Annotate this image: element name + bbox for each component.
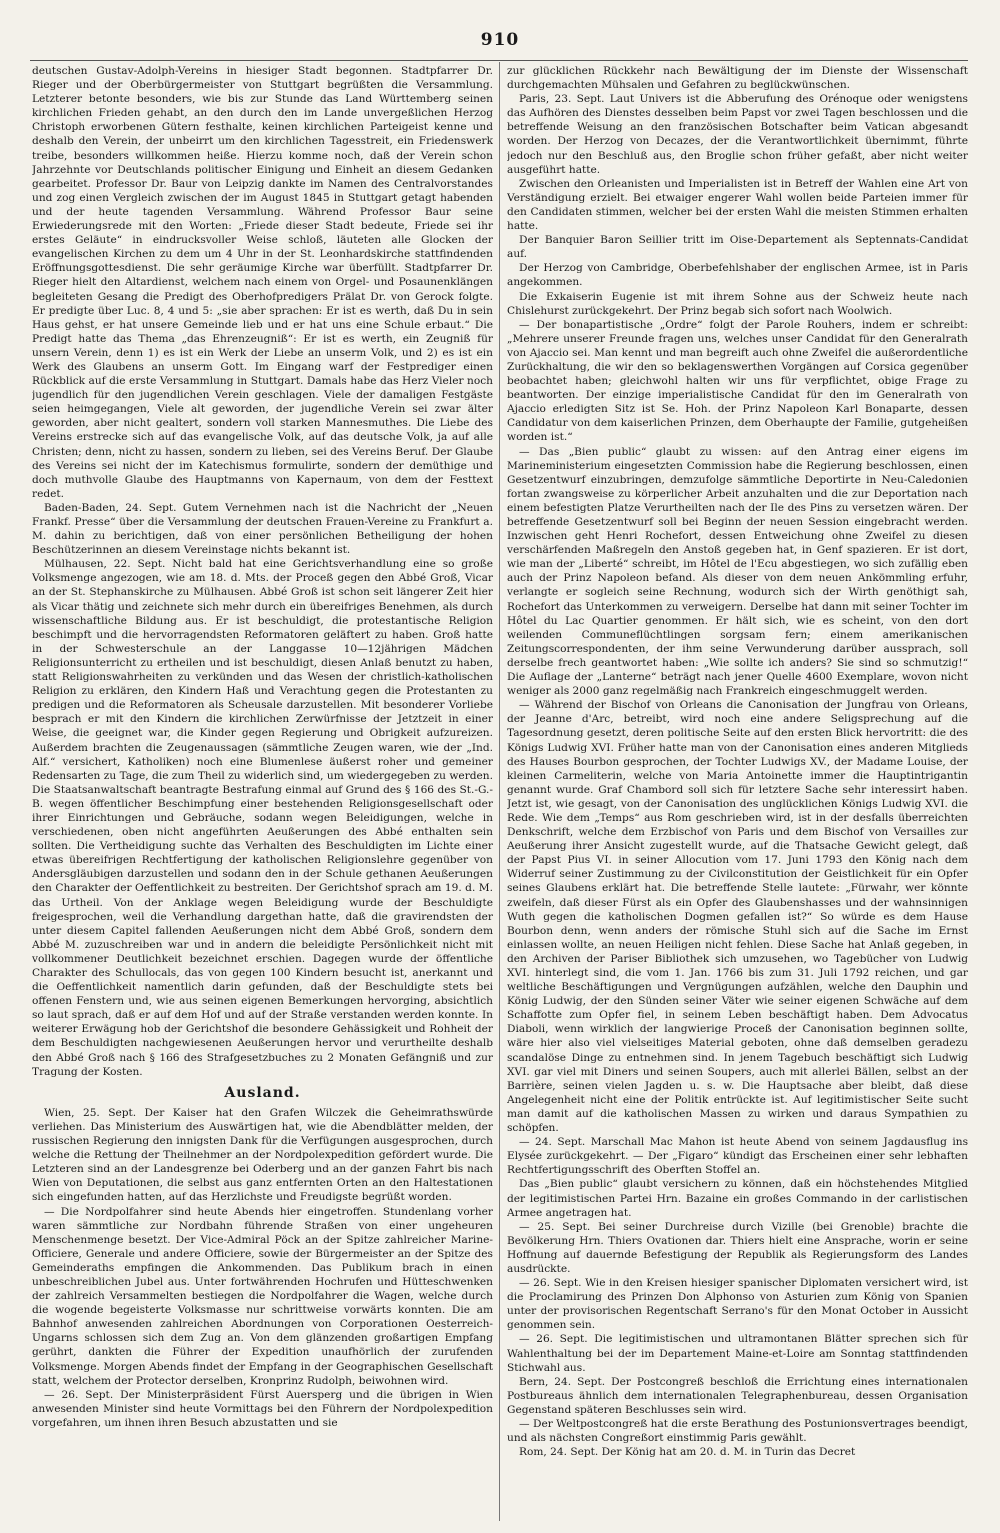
article-paragraph: Bern, 24. Sept. Der Postcongreß beschloß die Errichtung eines internationalen Postbureaus ähnlich dem internationalen Telegraphenbureau, dessen Organisation Gegenstand späteren Beschlusses sein wird.: [507, 1375, 968, 1416]
article-paragraph: Der Banquier Baron Seillier tritt im Oise-Departement als Septennats-Candidat auf.: [507, 234, 968, 261]
left-column-text-after-heading: [32, 1106, 493, 1430]
article-paragraph: — Der Weltpostcongreß hat die erste Berathung des Postunionsvertrages beendigt, und als nächsten Congreßort einstimmig Paris gewählt.: [507, 1418, 968, 1445]
article-paragraph: — Der bonapartistische „Ordre“ folgt der Parole Rouhers, indem er schreibt: „Mehrere unserer Freunde fragen uns, welches unser Candidat für den Generalrath von Ajaccio sei. Man kennt und man begreift auch ohne Zweifel die außerordentliche Zurückhaltung, die wir den so beklagenswerthen Vorgängen auf Corsica gegenüber beobachtet haben; gleichwohl halten wir uns für verpflichtet, obige Frage zu beantworten. Der einzige imperialistische Candidat für den im Generalrath von Ajaccio erledigten Sitz ist Se. Hoh. der Prinz Napoleon Karl Bonaparte, dessen Candidatur von dem kaiserlichen Prinzen, dem Oberhaupte der Familie, gutgeheißen worden ist.“: [507, 318, 968, 444]
article-paragraph: Zwischen den Orleanisten und Imperialisten ist in Betreff der Wahlen eine Art von Verständigung erzielt. Bei etwaiger engerer Wahl wollen beide Parteien immer für den Candidaten stimmen, welcher bei der ersten Wahl die meisten Stimmen erhalten hatte.: [507, 177, 968, 233]
article-paragraph: Wien, 25. Sept. Der Kaiser hat den Grafen Wilczek die Geheimrathswürde verliehen. Das Ministerium des Auswärtigen hat, wie die Abendblätter melden, der russischen Regierung den innigsten Dank für die Verfügungen ausgesprochen, durch welche die Rettung der Theilnehmer an der Nordpolexpedition gefördert wurde. Die Letzteren sind an der Landesgrenze bei Oderberg und an der ganzen Fahrt bis nach Wien von Deputationen, die selbst aus ganz entfernten Orten an den Haltestationen sich eingefunden hatten, auf das Herzlichste und Freudigste begrüßt worden.: [32, 1106, 493, 1204]
article-paragraph: Baden-Baden, 24. Sept. Gutem Vernehmen nach ist die Nachricht der „Neuen Frankf. Presse“ über die Versammlung der deutschen Frauen-Vereine zu Frankfurt a. M. dahin zu berichtigen, daß von einer persönlichen Betheiligung der hohen Beschützerinnen an diesem Vereinstage nichts bekannt ist.: [32, 501, 493, 557]
article-paragraph: Das „Bien public“ glaubt versichern zu können, daß ein höchstehendes Mitglied der legitimistischen Partei Hrn. Bazaine ein großes Commando in der carlistischen Armee angetragen hat.: [507, 1178, 968, 1219]
article-paragraph: zur glücklichen Rückkehr nach Bewältigung der im Dienste der Wissenschaft durchgemachten Mühsalen und Gefahren zu beglückwünschen.: [507, 65, 968, 92]
column-divider: [499, 62, 500, 1521]
article-paragraph: — 26. Sept. Der Ministerpräsident Fürst Auersperg und die übrigen in Wien anwesenden Minister sind heute Vormittags bei den Führern der Nordpolexpedition vorgefahren, um ihnen ihren Besuch abzustatten und sie: [32, 1388, 493, 1429]
article-paragraph: deutschen Gustav-Adolph-Vereins in hiesiger Stadt begonnen. Stadtpfarrer Dr. Rieger und der Oberbürgermeister von Stuttgart begrüßten die Versammlung. Letzterer betonte besonders, wie bis zur Stunde das Land Württemberg seinen kirchlichen Frieden gehabt, an den durch den im Lande unvergeßlichen Herzog Christoph erworbenen Gütern festhalte, keinen kirchlichen Parteigeist kenne und deshalb den Verein, der unbeirrt um den kirchlichen Tagesstreit, ein Friedenswerk treibe, besonders willkommen heiße. Hierzu komme noch, daß der Verein schon Jahrzehnte vor Deutschlands politischer Einigung und Einheit an diesem Gedanken gearbeitet. Professor Dr. Baur von Leipzig dankte im Namen des Centralvorstandes und zog einen Vergleich zwischen der im August 1845 in Stuttgart getagt habenden und der heute tagenden Versammlung. Während Professor Baur seine Erwiederungsrede mit den Worten: „Friede dieser Stadt bedeute, Friede sei ihr erstes Geläute“ in eindrucksvoller Weise schloß, läuteten alle Glocken der evangelischen Kirchen zu dem um 4 Uhr in der St. Leonhardskirche stattfindenden Eröffnungsgottesdienst. Die sehr geräumige Kirche war überfüllt. Stadtpfarrer Dr. Rieger hielt den Altardienst, welchem nach einem von Orgel- und Posaunenklängen begleiteten Gesang die Predigt des Oberhofpredigers Prälat Dr. von Gerock folgte. Er predigte über Luc. 8, 4 und 5: „sie aber sprachen: Er ist es werth, daß Du in sein Haus gehst, er hat unsere Gemeinde lieb und er hat uns eine Schule erbaut.“ Die Predigt hatte das Thema „das Ehrenzeugniß“: Er ist es werth, ein Zeugniß für unsern Verein, denn 1) es ist ein Werk der Liebe an unserm Volk, und 2) es ist ein Werk des Glaubens an unserm Gott. Im Eingang warf der Festprediger einen Rückblick auf die erste Versammlung in Stuttgart. Damals habe das Herz Vieler noch jugendlich für den jugendlichen Verein geschlagen. Viele der damaligen Festgäste seien heimgegangen, Viele alt geworden, der jugendliche Verein sei zwar älter geworden, aber nicht gealtert, sondern voll starken Mannesmuthes. Die Liebe des Vereins erstrecke sich auf das evangelische Volk, auf das deutsche Volk, ja auf alle Christen; denn, nicht zu hassen, sondern zu lieben, sei des Vereins Beruf. Der Glaube des Vereins sei nicht der im Katechismus formulirte, sondern der demüthige und doch muthvolle Glaube des Hauptmanns von Kapernaum, von dem der Festtext redet.: [32, 65, 493, 500]
article-paragraph: — 26. Sept. Wie in den Kreisen hiesiger spanischer Diplomaten versichert wird, ist die Proclamirung des Prinzen Don Alphonso von Asturien zum König von Spanien unter der provisorischen Regentschaft Serrano's für den Monat October in Aussicht genommen sein.: [507, 1277, 968, 1332]
page-number: 910: [480, 30, 520, 50]
article-paragraph: Paris, 23. Sept. Laut Univers ist die Abberufung des Orénoque oder wenigstens das Aufhören des Dienstes desselben beim Papst vor zwei Tagen beschlossen und die betreffende Weisung an den französischen Botschafter beim Vatican abgesandt worden. Der Herzog von Decazes, der die Verantwortlichkeit übernimmt, führte jedoch nur den Beschluß aus, den Broglie schon früher gefaßt, aber nicht weiter ausgeführt hatte.: [507, 93, 968, 176]
header-rule: [30, 60, 968, 61]
right-column-text: [507, 64, 968, 1459]
article-paragraph: — 26. Sept. Die legitimistischen und ultramontanen Blätter sprechen sich für Wahlenthaltung bei der im Departement Maine-et-Loire am Sonntag stattfindenden Stichwahl aus.: [507, 1333, 968, 1374]
right-column: [507, 64, 968, 1521]
article-paragraph: — Während der Bischof von Orleans die Canonisation der Jungfrau von Orleans, der Jeanne d'Arc, betreibt, wird noch eine andere Seligsprechung auf die Tagesordnung gesetzt, deren politische Seite auf den ersten Blick hervortritt: die des Königs Ludwig XVI. Früher hatte man von der Canonisation eines anderen Mitglieds des Hauses Bourbon gesprochen, der Tochter Ludwigs XV., der Madame Louise, der kleinen Carmeliterin, welche von Maria Antoinette immer die Hauptintrigantin genannt wurde. Graf Chambord soll sich für letztere Sache sehr interessirt haben. Jetzt ist, wie gesagt, von der Canonisation des unglücklichen Königs Ludwig XVI. die Rede. Wie dem „Temps“ aus Rom geschrieben wird, ist in der desfalls überreichten Denkschrift, welche dem Erzbischof von Paris und dem Bischof von Versailles zur Aeußerung ihrer Ansicht zugestellt wurde, auf die Thatsache Gewicht gelegt, daß der Papst Pius VI. in seiner Allocution vom 17. Juni 1793 den König nach dem Widerruf seiner Zustimmung zu der Civilconstitution der Geistlichkeit für ein Opfer seines Glaubens erklärt hat. Die betreffende Stelle lautete: „Fürwahr, wer könnte zweifeln, daß dieser Fürst als ein Opfer des Glaubenshasses und der wahnsinnigen Wuth gegen die katholischen Dogmen gefallen ist?“ So würde es dem Hause Bourbon denn, wenn anders der römische Stuhl sich auf die Sache im Ernst einlassen wollte, an neuen Heiligen nicht fehlen. Diese Sache hat Anlaß gegeben, in den Archiven der Pariser Bibliothek sich umzusehen, wo Tagebücher von Ludwig XVI. hinterlegt sind, die vom 1. Jan. 1766 bis zum 31. Juli 1792 reichen, und gar weltliche Beschäftigungen und Vergnügungen aufzählen, welche den Dauphin und König Ludwig, der den Sünden seiner Väter wie seiner eigenen Schwäche auf dem Schaffotte zum Opfer fiel, in seinem Leben beschäftigt haben. Dem Advocatus Diaboli, wenn wirklich der langwierige Proceß der Canonisation beginnen sollte, wäre hier also viel vielseitiges Material geboten, ohne daß demselben geradezu scandalöse Dinge zu entnehmen sind. In jenem Tagebuch beschäftigt sich Ludwig XVI. gar viel mit Diners und seinen Soupers, auch mit allerlei Bällen, selbst an der Barrière, seinen vielen Jagden u. s. w. Die Hauptsache aber bleibt, daß diese Angelegenheit nicht eine der Politik entrückte ist. Auf legitimistischer Seite sucht man damit auf die katholischen Massen zu wirken und daraus Sympathien zu schöpfen.: [507, 699, 968, 1135]
article-paragraph: Rom, 24. Sept. Der König hat am 20. d. M. in Turin das Decret: [519, 1446, 856, 1459]
article-paragraph: Die Exkaiserin Eugenie ist mit ihrem Sohne aus der Schweiz heute nach Chislehurst zurückgekehrt. Der Prinz begab sich sofort nach Woolwich.: [507, 290, 968, 317]
left-column: [32, 64, 493, 1521]
article-paragraph: — 25. Sept. Bei seiner Durchreise durch Vizille (bei Grenoble) brachte die Bevölkerung Hrn. Thiers Ovationen dar. Thiers hielt eine Ansprache, worin er seine Hoffnung auf dauernde Befestigung der Republik als Regierungsform des Landes ausdrückte.: [507, 1220, 968, 1275]
article-paragraph: Der Herzog von Cambridge, Oberbefehlshaber der englischen Armee, ist in Paris angekommen.: [507, 262, 968, 289]
article-paragraph: Mülhausen, 22. Sept. Nicht bald hat eine Gerichtsverhandlung eine so große Volksmenge angezogen, wie am 18. d. Mts. der Proceß gegen den Abbé Groß, Vicar an der St. Stephanskirche zu Mülhausen. Abbé Groß ist schon seit längerer Zeit hier als Vicar thätig und zeichnete sich mehr durch ein übereifriges Benehmen, als durch wissenschaftliche Bildung aus. Er ist beschuldigt, die protestantische Religion beschimpft und die hervorragendsten Reformatoren geläftert zu haben. Groß hatte in der Schwesterschule an der Langgasse 10—12jährigen Mädchen Religionsunterricht zu ertheilen und ist beschuldigt, diesen Anlaß benutzt zu haben, statt Religionswahrheiten zu verkünden und das Wesen der christlich-katholischen Religion zu erklären, den Kindern Haß und Verachtung gegen die Protestanten zu predigen und die Reformatoren als Scheusale darzustellen. Mit besonderer Vorliebe besprach er mit den Kindern die kirchlichen Zerwürfnisse der Jetztzeit in einer Weise, die geeignet war, die Kinder gegen Regierung und Obrigkeit aufzureizen. Außerdem brachten die Zeugenaussagen (sämmtliche Zeugen waren, wie der „Ind. Alf.“ versichert, Katholiken) noch eine Blumenlese äußerst roher und gemeiner Redensarten zu Tage, die zum Theil zu widerlich sind, um wiedergegeben zu werden. Die Staatsanwaltschaft beantragte Bestrafung einmal auf Grund des § 166 des St.-G.-B. wegen öffentlicher Beschimpfung einer bestehenden Religionsgesellschaft oder ihrer Einrichtungen und Gebräuche, sodann wegen Beleidigungen, welche in verschiedenen, oben nicht angeführten Aeußerungen des Abbé enthalten sein sollten. Die Vertheidigung suchte das Verhalten des Beschuldigten im Lichte einer etwas übereifrigen Rechtfertigung der katholischen Religionslehre gegenüber von Andersgläubigen darzustellen und sodann den in der Schule gethanen Aeußerungen den Charakter der Oeffentlichkeit zu bestreiten. Der Gerichtshof sprach am 19. d. M. das Urtheil. Von der Anklage wegen Beleidigung wurde der Beschuldigte freigesprochen, weil die Verhandlung dargethan hatte, daß die gravirendsten der unter diesem Capitel fallenden Aeußerungen nicht dem Abbé Groß, sondern dem Abbé M. zuzuschreiben war und in andern die beleidigte Persönlichkeit nicht mit vollkommener Deutlichkeit bezeichnet erschien. Dagegen wurde der öffentliche Charakter des Schullocals, das von gegen 100 Kindern besucht ist, anerkannt und die Oeffentlichkeit namentlich darin gefunden, daß der Beschuldigte stets bei offenen Fenstern und, wie aus seinen eigenen Bemerkungen hervorging, absichtlich so laut sprach, daß er auf dem Hof und auf der Straße verstanden werden konnte. In weiterer Erwägung hob der Gerichtshof die besondere Gehässigkeit und Rohheit der dem Beschuldigten nachgewiesenen Aeußerungen hervor und verurtheilte deshalb den Abbé Groß nach § 166 des Strafgesetzbuches zu 2 Monaten Gefängniß und zur Tragung der Kosten.: [32, 558, 493, 1078]
article-paragraph: — 24. Sept. Marschall Mac Mahon ist heute Abend von seinem Jagdausflug ins Elysée zurückgekehrt. — Der „Figaro“ kündigt das Erscheinen einer sehr lebhaften Rechtfertigungsschrift des Oberften Stoffel an.: [507, 1136, 968, 1177]
left-column-text-before-heading: [32, 64, 493, 1079]
section-heading-ausland: Ausland.: [224, 1084, 301, 1101]
article-paragraph: — Die Nordpolfahrer sind heute Abends hier eingetroffen. Stundenlang vorher waren sämmtliche zur Nordbahn führende Straßen von einer ungeheuren Menschenmenge besetzt. Der Vice-Admiral Pöck an der Spitze zahlreicher Marine-Officiere, Generale und andere Officiere, sowie der Bürgermeister an der Spitze des Gemeinderaths empfingen die Ankommenden. Das Publikum brach in einen unbeschreiblichen Jubel aus. Unter fortwährenden Hochrufen und Hütteschwenken der zahlreich Versammelten bestiegen die Nordpolfahrer die Wagen, welche durch die wogende begeisterte Volksmasse nur schrittweise vorwärts konnten. Die am Bahnhof anwesenden zahlreichen Abordnungen von Corporationen Oesterreich-Ungarns schlossen sich dem Zug an. Von dem glänzenden großartigen Empfang gerührt, dankten die Führer der Expedition unaufhörlich der zurufenden Volksmenge. Morgen Abends findet der Empfang in der Geographischen Gesellschaft statt, welchem der Protector derselben, Kronprinz Rudolph, beiwohnen wird.: [32, 1205, 493, 1387]
article-paragraph: — Das „Bien public“ glaubt zu wissen: auf den Antrag einer eigens im Marineministerium eingesetzten Commission habe die Regierung beschlossen, einen Gesetzentwurf einzubringen, demzufolge sämmtliche Deportirte in Neu-Caledonien fortan zwangsweise zu körperlicher Arbeit anzuhalten und die zur Deportation nach einem befestigten Platze Verurtheilten nach der Ile des Pins zu versetzen wären. Der betreffende Gesetzentwurf soll bei Beginn der neuen Session eingebracht werden. Inzwischen geht Henri Rochefort, dessen Entweichung ohne Zweifel zu diesen verschärfenden Maßregeln den Anstoß gegeben hat, in Genf spazieren. Er ist dort, wie man der „Liberté“ schreibt, im Hôtel de l'Ecu abgestiegen, wo sich zufällig eben auch der Prinz Napoleon befand. Als dieser von dem neuen Ankömmling erfuhr, verlangte er sogleich seine Rechnung, wodurch sich der Wirth genöthigt sah, Rochefort das Unterkommen zu verweigern. Derselbe hat dann mit seiner Tochter im Hôtel du Lac Quartier genommen. Er hält sich, wie es scheint, von den dort weilenden Communeflüchtlingen sorgsam fern; einem amerikanischen Zeitungscorrespondenten, der ihm seine Verwunderung darüber aussprach, soll derselbe frech geantwortet haben: „Wie sollte ich anders? Sie sind so schmutzig!“ Die Auflage der „Lanterne“ beträgt nach jener Quelle 4600 Exemplare, wovon nicht weniger als 2000 ganz regelmäßig nach Frankreich eingeschmuggelt werden.: [507, 445, 968, 698]
